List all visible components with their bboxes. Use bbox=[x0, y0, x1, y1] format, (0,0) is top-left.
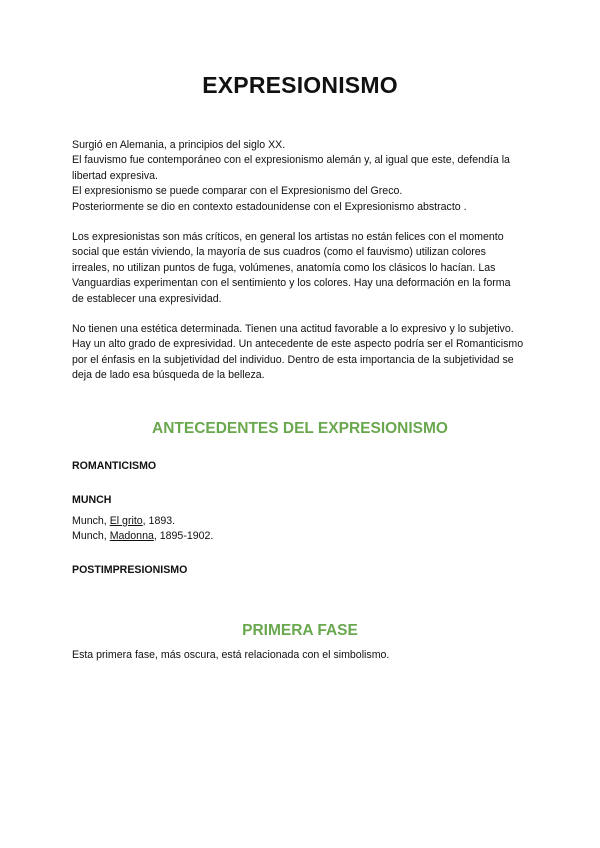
intro-line: El expresionismo se puede comparar con el Expresionismo del Greco. bbox=[72, 185, 403, 198]
critics-line: social que están viviendo, la mayoría de sus cuadros (como el fauvismo) utilizan colores bbox=[72, 246, 486, 259]
postimpresionismo-heading: POSTIMPRESIONISMO bbox=[72, 564, 188, 576]
primera-fase-line: Esta primera fase, más oscura, está relacionada con el simbolismo. bbox=[72, 649, 390, 661]
critics-line: irreales, no utilizan puntos de fuga, volúmenes, anatomía como los clásicos lo hacían. Las bbox=[72, 261, 496, 274]
aesthetic-line: Hay un alto grado de expresividad. Un antecedente de este aspecto podría ser el Romanticismo bbox=[72, 338, 524, 351]
work-title-link[interactable]: Madonna bbox=[109, 530, 154, 543]
intro-line: Posteriormente se dio en contexto estadounidense con el Expresionismo abstracto . bbox=[72, 200, 467, 213]
primera-fase-heading: PRIMERA FASE bbox=[242, 622, 358, 639]
critics-paragraph bbox=[72, 230, 530, 307]
critics-line: Los expresionistas son más críticos, en general los artistas no están felices con el momento bbox=[72, 231, 504, 243]
aesthetic-paragraph bbox=[72, 322, 530, 384]
intro-line: El fauvismo fue contemporáneo con el expresionismo alemán y, al igual que este, defendía la bbox=[72, 154, 510, 167]
critics-line: de establecer una expresividad. bbox=[72, 292, 222, 305]
munch-work-item: Munch, Madonna, 1895-1902. bbox=[72, 530, 214, 543]
critics-line: Vanguardias experimentan con el sentimiento y los colores. Hay una deformación en la forma bbox=[72, 277, 511, 290]
aesthetic-line: deja de lado esa búsqueda de la belleza. bbox=[72, 369, 265, 382]
intro-line: libertad expresiva. bbox=[72, 169, 158, 182]
intro-line: Surgió en Alemania, a principios del siglo XX. bbox=[72, 139, 286, 151]
intro-paragraph bbox=[72, 138, 530, 215]
page-title: EXPRESIONISMO bbox=[202, 72, 398, 98]
antecedentes-heading: ANTECEDENTES DEL EXPRESIONISMO bbox=[152, 420, 448, 437]
romanticismo-heading: ROMANTICISMO bbox=[72, 460, 157, 472]
munch-heading: MUNCH bbox=[72, 494, 112, 506]
munch-work-item: Munch, El grito, 1893. bbox=[72, 515, 176, 527]
aesthetic-line: por el énfasis en la subjetividad del individuo. Dentro de esta importancia de la subjetividad se bbox=[72, 353, 514, 366]
work-title-link[interactable]: El grito bbox=[109, 515, 143, 527]
primera-fase-text bbox=[72, 648, 530, 663]
munch-works bbox=[72, 514, 530, 545]
aesthetic-line: No tienen una estética determinada. Tienen una actitud favorable a lo expresivo y lo subjetivo. bbox=[72, 323, 514, 335]
